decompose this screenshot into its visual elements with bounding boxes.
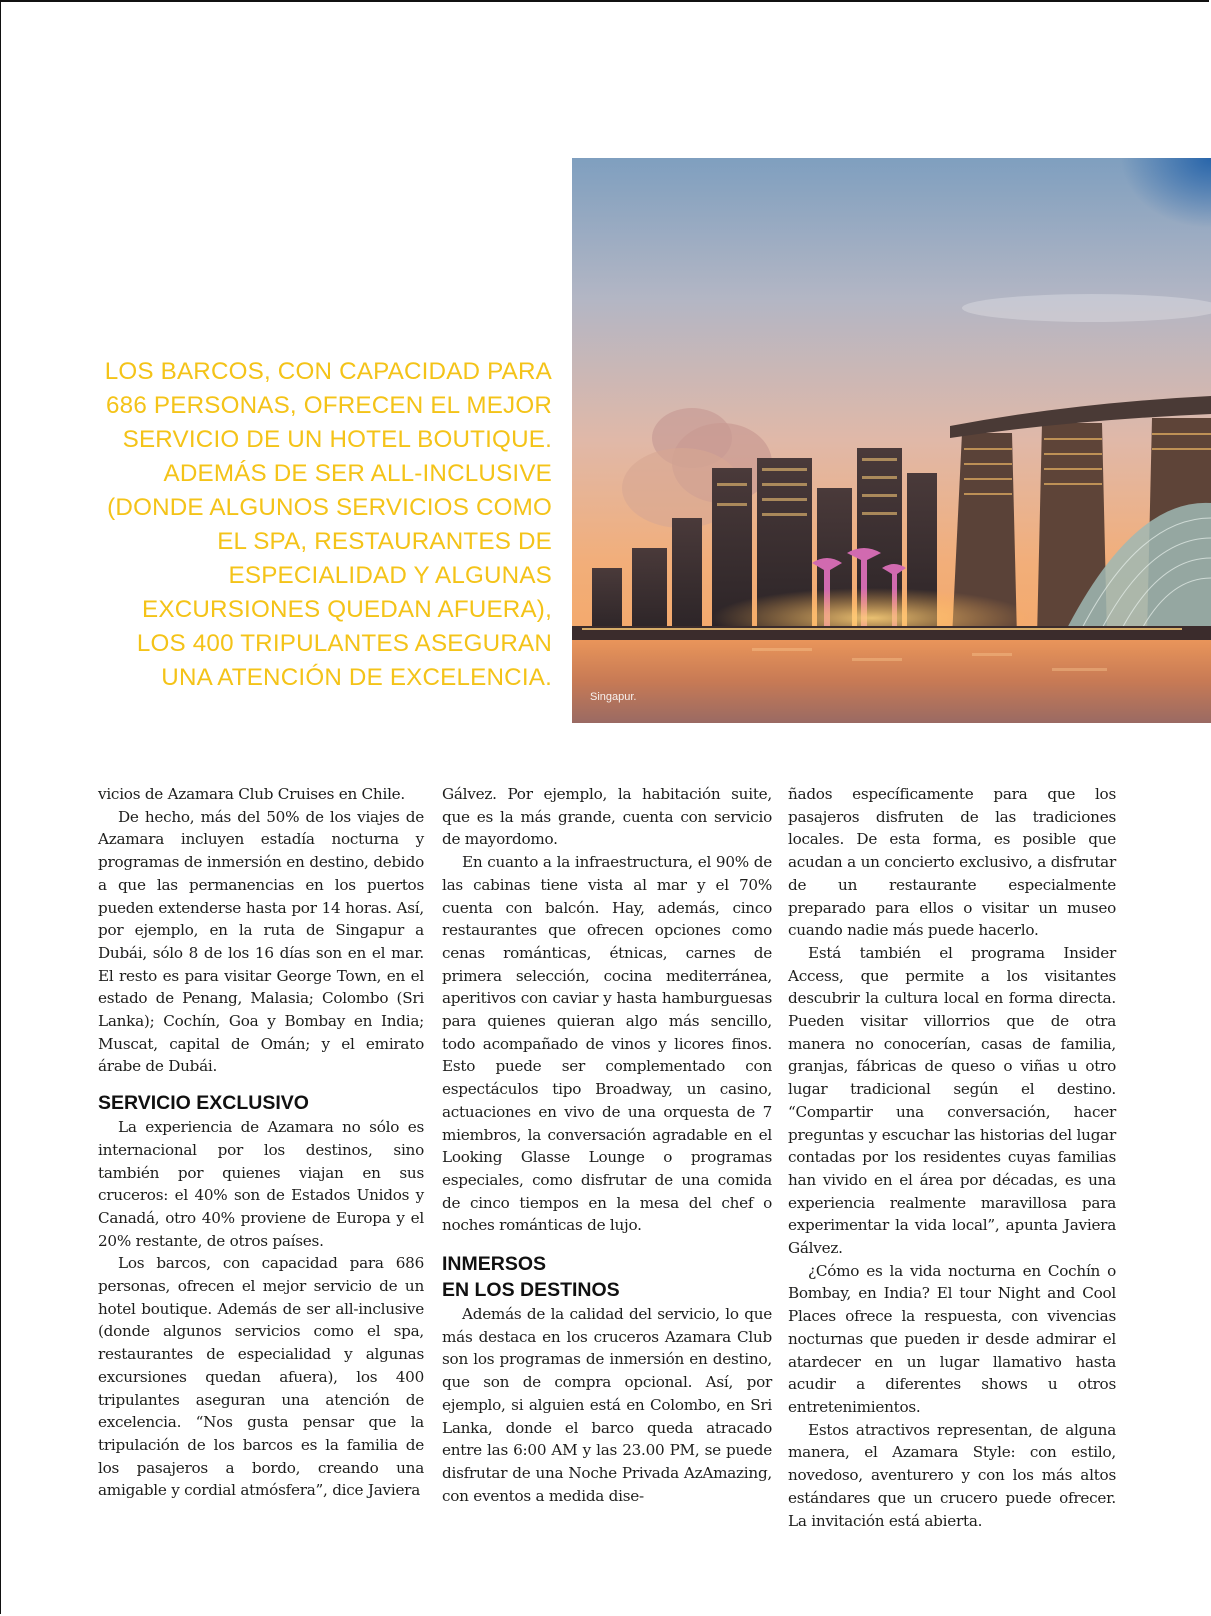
paragraph: En cuanto a la infraestructura, el 90% de las cabinas tiene vista al mar y el 70% cuenta con balcón. Hay, además, cinco restaurantes que ofrecen opciones como cenas románticas, étnicas, carnes de primera selección, cocina mediterránea, aperitivos con caviar y hasta hamburguesas para quienes quieran algo más sencillo, todo acompañado de vinos y licores finos. Esto puede ser complementado con espectáculos tipo Broadway, un casino, actuaciones en vivo de una orquesta de 7 miembros, la conversación agradable en el Looking Glasse Lounge o programas especiales, como disfrutar de una comida de cinco tiempos en la mesa del chef o noches románticas de lujo. bbox=[442, 853, 772, 1235]
paragraph: Está también el programa Insider Access, que permite a los visitantes descubrir la cultura local en forma directa. Pueden visitar villorrios que de otra manera no conocerían, casas de familia, granjas, fábricas de queso o viñas u otro lugar tradicional según el destino. “Compartir una conversación, hacer preguntas y escuchar las historias del lugar contadas por los residentes cuyas familias han vivido en el área por décadas, es una experiencia realmente maravillosa para experimentar la vida local”, apunta Javiera Gálvez. bbox=[788, 943, 1116, 1258]
heading-line: INMERSOS bbox=[442, 1253, 547, 1276]
article-column-1 bbox=[98, 783, 424, 1502]
paragraph: Además de la calidad del servicio, lo que más destaca en los cruceros Azamara Club son los programas de inmersión en destino, que son de compra opcional. Así, por ejemplo, si alguien está en Colombo, en Sri Lanka, donde el barco queda atracado entre las 6:00 AM y las 23.00 PM, se puede disfrutar de una Noche Privada AzAmazing, con eventos a medida dise- bbox=[442, 1305, 772, 1505]
paragraph: Gálvez. Por ejemplo, la habitación suite, que es la más grande, cuenta con servicio de mayordomo. bbox=[442, 785, 772, 849]
paragraph: Los barcos, con capacidad para 686 personas, ofrecen el mejor servicio de un hotel boutique. Además de ser all-inclusive (donde algunos servicios como el spa, restaurantes de especialidad y algunas excursiones quedan afuera), los 400 tripulantes aseguran una atención de excelencia. “Nos gusta pensar que la tripulación de los barcos es la familia de los pasajeros a bordo, creando una amigable y cordial atmósfera”, dice Javiera bbox=[98, 1254, 424, 1500]
paragraph: ñados específicamente para que los pasajeros disfruten de las tradiciones locales. De esta forma, es posible que acudan a un concierto exclusivo, a disfrutar de un restaurante especialmente preparado para ellos o visitar un museo cuando nadie más puede hacerlo. bbox=[788, 785, 1116, 940]
paragraph: La experiencia de Azamara no sólo es internacional por los destinos, sino también por quienes viajan en sus cruceros: el 40% son de Estados Unidos y Canadá, otro 40% proviene de Europa y el 20% restante, de otros países. bbox=[98, 1118, 424, 1250]
article-column-3 bbox=[788, 783, 1116, 1532]
paragraph: vicios de Azamara Club Cruises en Chile. bbox=[98, 785, 405, 803]
pull-quote: LOS BARCOS, CON CAPACIDAD PARA 686 PERSONAS, OFRECEN EL MEJOR SERVICIO DE UN HOTEL BOUTIQUE. ADEMÁS DE SER ALL-INCLUSIVE (DONDE ALGUNOS SERVICIOS COMO EL SPA, RESTAURANTES DE ESPECIALIDAD Y ALGUNAS EXCURSIONES QUEDAN AFUERA), LOS 400 TRIPULANTES ASEGURAN UNA ATENCIÓN DE EXCELENCIA. bbox=[104, 358, 552, 691]
singapore-skyline-photo bbox=[572, 158, 1211, 723]
heading-line: EN LOS DESTINOS bbox=[442, 1279, 620, 1302]
paragraph: Estos atractivos representan, de alguna manera, el Azamara Style: con estilo, novedoso, aventurero y con los más altos estándares que un crucero puede ofrecer. La invitación está abierta. bbox=[788, 1420, 1116, 1530]
photo-caption: Singapur. bbox=[590, 691, 637, 703]
section-heading: SERVICIO EXCLUSIVO bbox=[98, 1092, 309, 1115]
paragraph: De hecho, más del 50% de los viajes de Azamara incluyen estadía nocturna y programas de inmersión en destino, debido a que las permanencias en los puertos pueden extenderse hasta por 14 horas. Así, por ejemplo, en la ruta de Singapur a Dubái, sólo 8 de los 16 días son en el mar. El resto es para visitar George Town, en el estado de Penang, Malasia; Colombo (Sri Lanka); Cochín, Goa y Bombay en India; Muscat, capital de Omán; y el emirato árabe de Dubái. bbox=[98, 807, 424, 1076]
section-heading bbox=[442, 1251, 772, 1303]
skyline-illustration bbox=[572, 158, 1211, 723]
paragraph: ¿Cómo es la vida nocturna en Cochín o Bombay, en India? El tour Night and Cool Places ofrece la respuesta, con vivencias nocturnas que pueden ir desde admirar el atardecer en un lugar llamativo hasta acudir a diferentes shows u otros entretenimientos. bbox=[788, 1261, 1116, 1416]
article-column-2 bbox=[442, 783, 772, 1507]
